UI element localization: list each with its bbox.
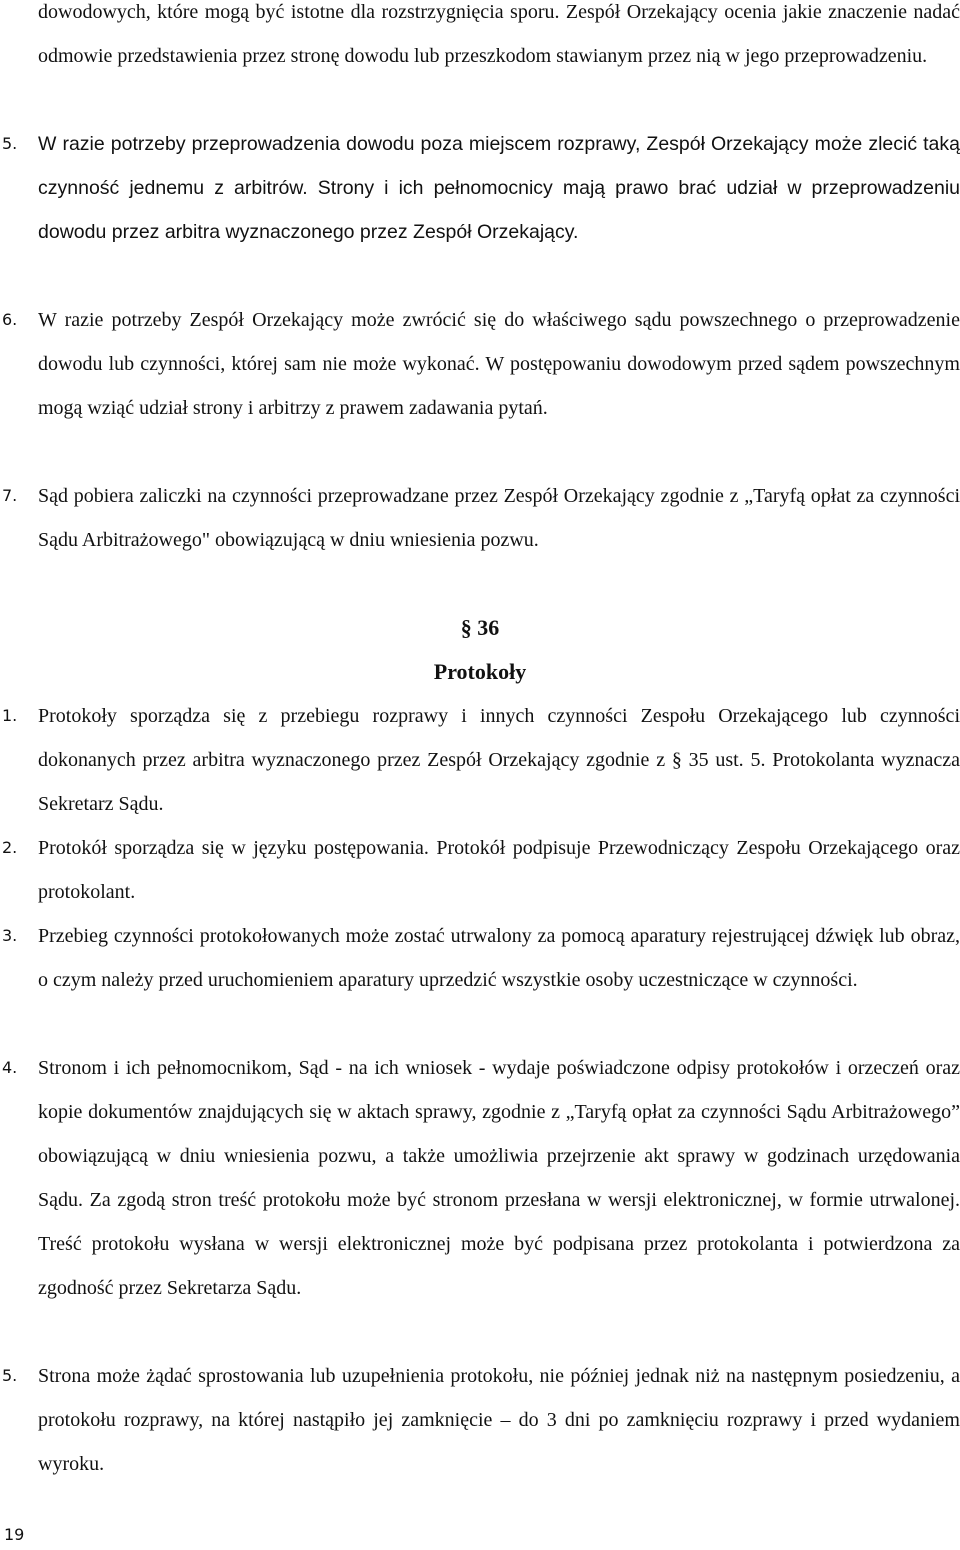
paragraph-continuation: dowodowych, które mogą być istotne dla rozstrzygnięcia sporu. Zespół Orzekający ocenia jakie znaczenie nadać odmowie przedstawienia przez stronę dowodu lub przeszkodom stawianym przez nią w jego przeprowadzeniu.: [38, 1, 960, 67]
list-item-number: 5.: [2, 134, 18, 153]
list-item-number: 7.: [2, 486, 18, 505]
list-item-text: Przebieg czynności protokołowanych może zostać utrwalony za pomocą aparatury rejestrującej dźwięk lub obraz, o czym należy przed uruchomieniem aparatury uprzedzić wszystkie osoby uczestniczące w czynności.: [38, 925, 960, 991]
list-item-number: 4.: [2, 1058, 18, 1077]
list-item-text: Sąd pobiera zaliczki na czynności przeprowadzane przez Zespół Orzekający zgodnie z „Taryfą opłat za czynności Sądu Arbitrażowego" obowiązującą w dniu wniesienia pozwu.: [38, 485, 960, 551]
section-number: § 36: [460, 615, 500, 640]
list-item-number: 5.: [2, 1366, 18, 1385]
list-item-text: Stronom i ich pełnomocnikom, Sąd - na ich wniosek - wydaje poświadczone odpisy protokołów i orzeczeń oraz kopie dokumentów znajdujących się w aktach sprawy, zgodnie z „Taryfą opłat za czynności Sądu Arbitrażowego” obowiązującą w dniu wniesienia pozwu, a także umożliwia przejrzenie akt sprawy w godzinach urzędowania Sądu. Za zgodą stron treść protokołu może być stronom przesłana w wersji elektronicznej, w formie utrwalonej. Treść protokołu wysłana w wersji elektronicznej może być podpisana przez protokolanta i potwierdzona za zgodność przez Sekretarza Sądu.: [38, 1057, 960, 1299]
list-item-text: W razie potrzeby Zespół Orzekający może zwrócić się do właściwego sądu powszechnego o przeprowadzenie dowodu lub czynności, której sam nie może wykonać. W postępowaniu dowodowym przed sądem powszechnym mogą wziąć udział strony i arbitrzy z prawem zadawania pytań.: [38, 309, 960, 419]
list-item-number: 1.: [2, 706, 18, 725]
list-item-number: 6.: [2, 310, 18, 329]
page-number: 19: [4, 1525, 25, 1544]
section-title: Protokoły: [433, 659, 527, 684]
list-item-number: 2.: [2, 838, 18, 857]
list-item-text: Protokoły sporządza się z przebiegu rozprawy i innych czynności Zespołu Orzekającego lub czynności dokonanych przez arbitra wyznaczonego przez Zespół Orzekający zgodnie z § 35 ust. 5. Protokolanta wyznacza Sekretarz Sądu.: [38, 705, 960, 815]
list-item-text: Protokół sporządza się w języku postępowania. Protokół podpisuje Przewodniczący Zespołu Orzekającego oraz protokolant.: [38, 837, 960, 903]
list-item-number: 3.: [2, 926, 18, 945]
list-item-text: Strona może żądać sprostowania lub uzupełnienia protokołu, nie później jednak niż na następnym posiedzeniu, a protokołu rozprawy, na której nastąpiło jej zamknięcie – do 3 dni po zamknięciu rozprawy i przed wydaniem wyroku.: [38, 1365, 960, 1475]
list-item-text: W razie potrzeby przeprowadzenia dowodu poza miejscem rozprawy, Zespół Orzekający może zlecić taką czynność jednemu z arbitrów. Strony i ich pełnomocnicy mają prawo brać udział w przeprowadzeniu dowodu przez arbitra wyznaczonego przez Zespół Orzekający.: [38, 133, 960, 243]
